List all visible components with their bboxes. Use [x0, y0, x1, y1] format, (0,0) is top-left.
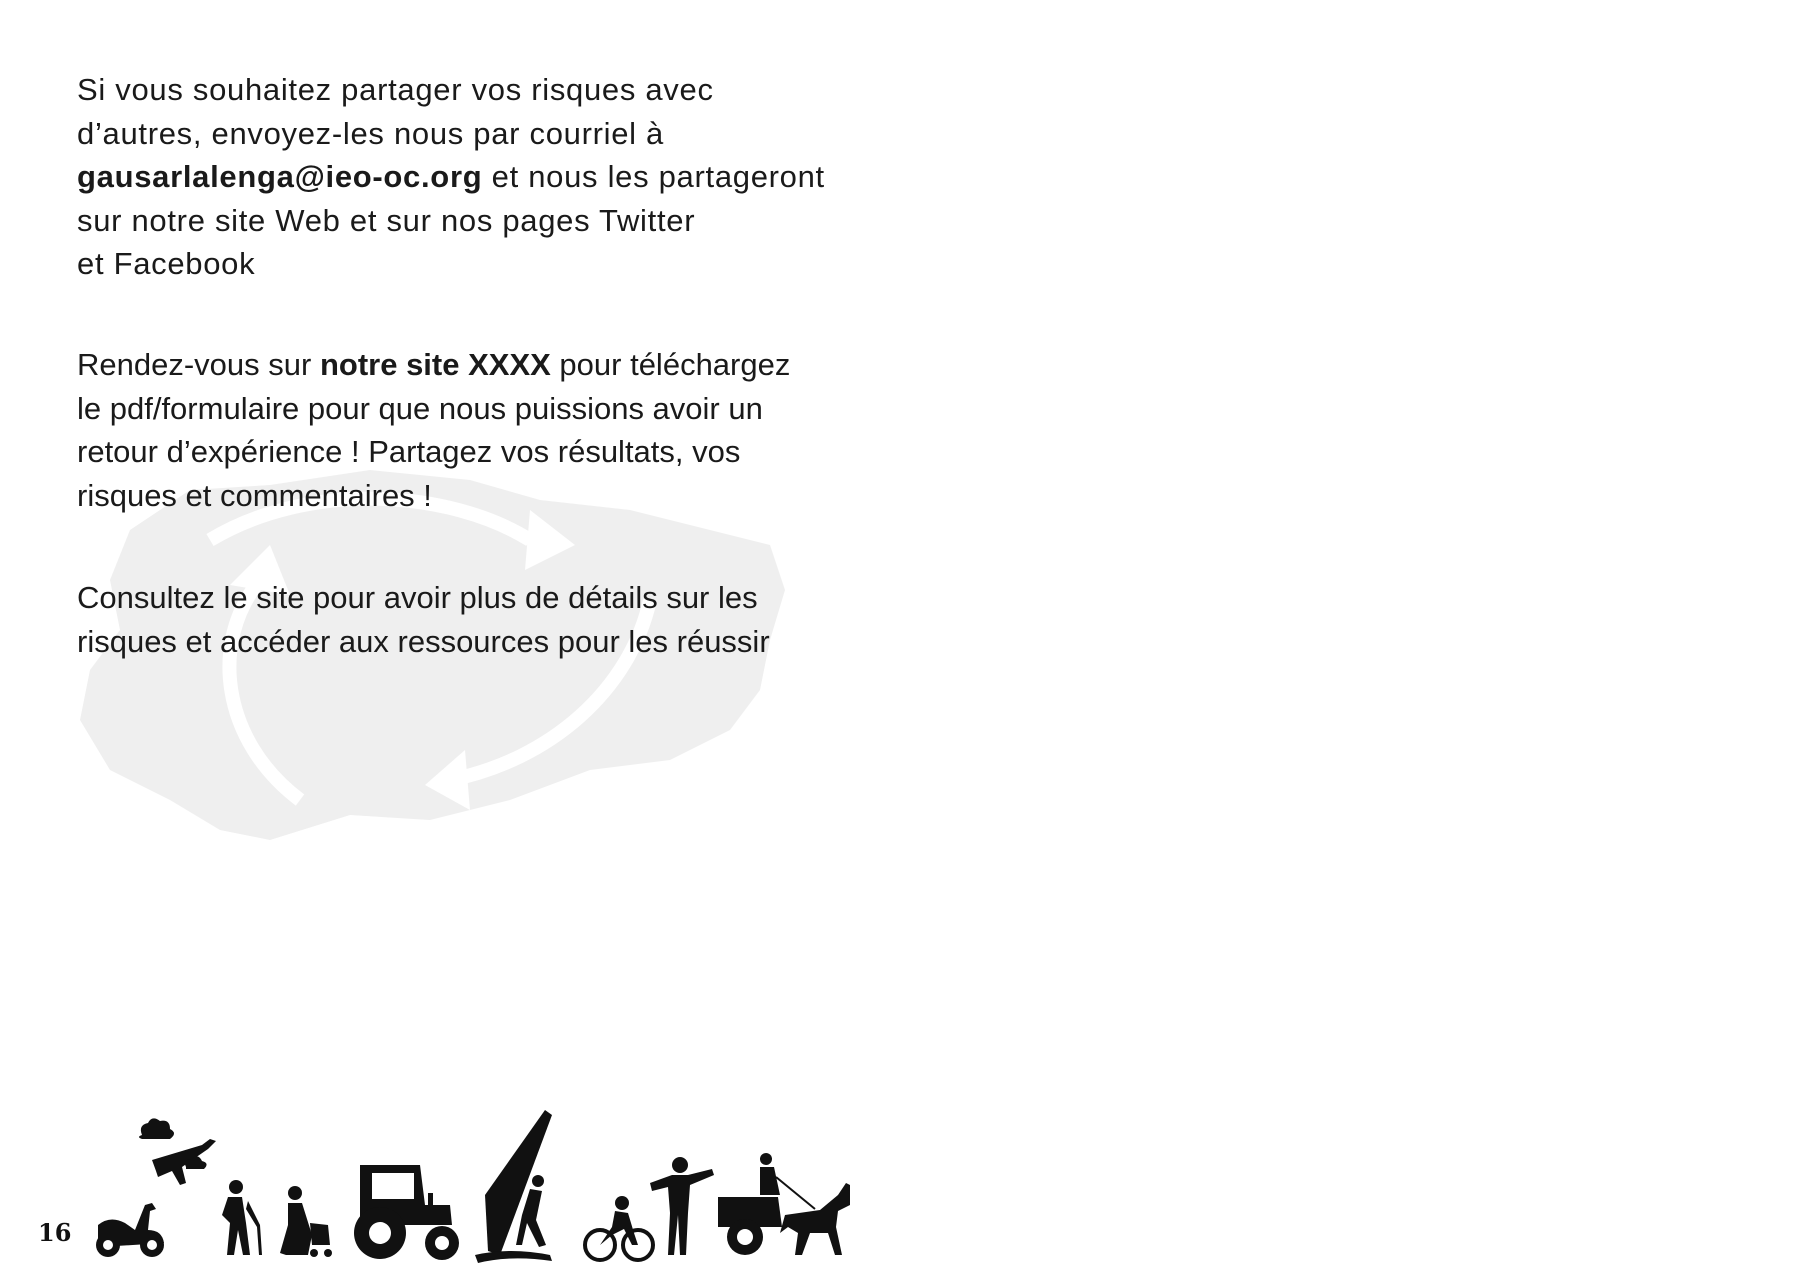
pictogram-strip [90, 1105, 890, 1265]
text-line: retour d’expérience ! Partagez vos résultats, vos [77, 434, 741, 469]
share-paragraph [77, 68, 857, 286]
scooter-icon [96, 1203, 164, 1257]
windsurfer-icon [475, 1110, 552, 1263]
hiker-icon [222, 1180, 262, 1255]
text-fragment: Rendez-vous sur [77, 347, 320, 382]
cyclist-icon [585, 1196, 653, 1260]
text-line [77, 343, 857, 387]
text-line: le pdf/formulaire pour que nous puissions avoir un [77, 390, 763, 426]
text-fragment: pour téléchargez [550, 347, 791, 382]
horse-cart-icon [718, 1153, 850, 1255]
site-link[interactable]: notre site XXXX [319, 347, 551, 382]
text-fragment: et nous les partageront [482, 159, 825, 194]
text-line: risques et accéder aux ressources pour les réussir [77, 623, 770, 659]
text-line: et Facebook [77, 246, 256, 281]
download-paragraph [77, 343, 857, 517]
text-line: Si vous souhaitez partager vos risques avec [77, 72, 714, 107]
page-number: 16 [38, 1218, 72, 1247]
stroller-icon [280, 1186, 332, 1257]
stilt-walker-icon [650, 1157, 714, 1255]
airplane-icon [139, 1118, 216, 1185]
text-line [77, 155, 857, 199]
text-line: d’autres, envoyez-les nous par courriel à [77, 115, 664, 151]
consult-paragraph [77, 576, 857, 663]
text-line: risques et commentaires ! [77, 477, 432, 513]
tractor-icon [354, 1165, 459, 1260]
email-link[interactable]: gausarlalenga@ieo-oc.org [77, 159, 483, 194]
text-line: sur notre site Web et sur nos pages Twitter [77, 202, 696, 238]
text-line: Consultez le site pour avoir plus de détails sur les [77, 580, 758, 615]
